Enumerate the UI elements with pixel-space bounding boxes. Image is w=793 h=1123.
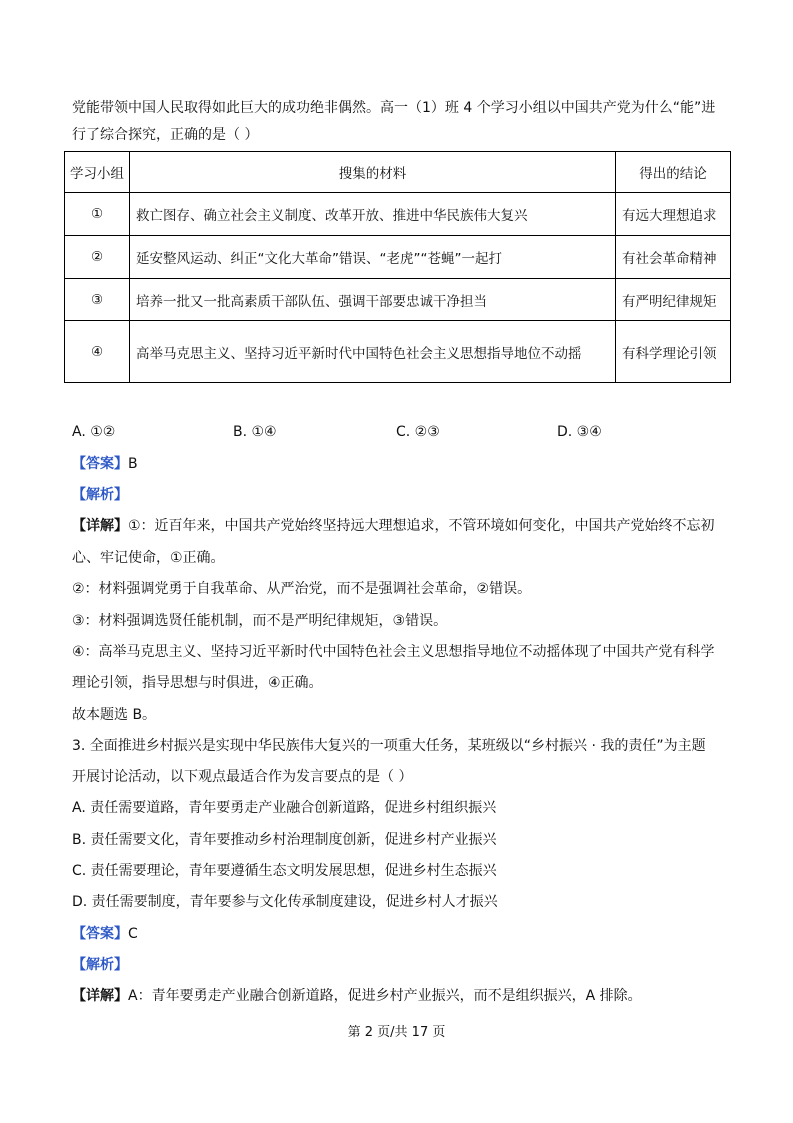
option-b: B. 责任需要文化，青年要推动乡村治理制度创新，促进乡村产业振兴 — [72, 832, 497, 848]
page-number: 第 2 页/共 17 页 — [347, 1025, 446, 1040]
row-group: ③ — [65, 279, 130, 321]
row-conclusion: 有科学理论引领 — [616, 321, 731, 383]
option-c: C. 责任需要理论，青年要遵循生态文明发展思想，促进乡村生态振兴 — [72, 863, 497, 879]
answer-line — [72, 923, 733, 945]
detail-line: ④：高举马克思主义、坚持习近平新时代中国特色社会主义思想指导地位不动摇体现了中国共产党有科学 — [72, 644, 715, 660]
header-group: 学习小组 — [65, 152, 130, 193]
row-group: ② — [65, 236, 130, 279]
detail-line — [72, 515, 733, 537]
answer-line — [72, 453, 733, 475]
row-group: ① — [65, 193, 130, 236]
analysis-line — [72, 484, 733, 506]
analysis-line — [72, 954, 733, 976]
answer-value: B — [128, 456, 138, 472]
table-header-row — [65, 152, 731, 193]
answer-tag: 【答案】 — [72, 926, 128, 942]
detail-tag: 【详解】 — [72, 988, 128, 1004]
row-material: 高举马克思主义、坚持习近平新时代中国特色社会主义思想指导地位不动摇 — [130, 321, 616, 383]
detail-line — [72, 985, 733, 1007]
detail-line: ②：材料强调党勇于自我革命、从严治党，而不是强调社会革命，②错误。 — [72, 581, 532, 597]
row-material: 培养一批又一批高素质干部队伍、强调干部要忠诚干净担当 — [130, 279, 616, 321]
detail-text: A：青年要勇走产业融合创新道路，促进乡村产业振兴，而不是组织振兴，A 排除。 — [128, 988, 642, 1004]
table-row — [65, 236, 731, 279]
study-group-table — [64, 151, 731, 383]
table-row — [65, 279, 731, 321]
question-stem-line: 党能带领中国人民取得如此巨大的成功绝非偶然。高一（1）班 4 个学习小组以中国共产党为什么“能”进 — [72, 100, 716, 116]
row-material: 延安整风运动、纠正“文化大革命”错误、“老虎”“苍蝇”一起打 — [130, 236, 616, 279]
analysis-tag: 【解析】 — [72, 487, 128, 503]
row-conclusion: 有远大理想追求 — [616, 193, 731, 236]
option-d: D. ③④ — [557, 424, 602, 440]
answer-tag: 【答案】 — [72, 456, 128, 472]
detail-text: ①：近百年来，中国共产党始终坚持远大理想追求，不管环境如何变化，中国共产党始终不忘初 — [128, 518, 715, 534]
row-conclusion: 有社会革命精神 — [616, 236, 731, 279]
table-row — [65, 321, 731, 383]
option-c: C. ②③ — [396, 424, 440, 440]
detail-line: 理论引领，指导思想与时俱进，④正确。 — [72, 675, 323, 691]
option-a: A. ①② — [72, 424, 116, 440]
option-a: A. 责任需要道路，青年要勇走产业融合创新道路，促进乡村组织振兴 — [72, 800, 497, 816]
detail-line: ③：材料强调选贤任能机制，而不是严明纪律规矩，③错误。 — [72, 613, 448, 629]
question-stem-line: 开展讨论活动，以下观点最适合作为发言要点的是（ ） — [72, 769, 413, 785]
option-b: B. ①④ — [233, 424, 277, 440]
header-material: 搜集的材料 — [130, 152, 616, 193]
analysis-tag: 【解析】 — [72, 957, 128, 973]
header-conclusion: 得出的结论 — [616, 152, 731, 193]
detail-line: 心、牢记使命，①正确。 — [72, 550, 225, 566]
question-stem-line: 3. 全面推进乡村振兴是实现中华民族伟大复兴的一项重大任务，某班级以“乡村振兴 · 我的责任”为主题 — [72, 738, 706, 754]
detail-tag: 【详解】 — [72, 518, 128, 534]
row-conclusion: 有严明纪律规矩 — [616, 279, 731, 321]
option-d: D. 责任需要制度，青年要参与文化传承制度建设，促进乡村人才振兴 — [72, 894, 498, 910]
row-group: ④ — [65, 321, 130, 383]
row-material: 救亡图存、确立社会主义制度、改革开放、推进中华民族伟大复兴 — [130, 193, 616, 236]
question-stem-line: 行了综合探究，正确的是（ ） — [72, 127, 259, 143]
conclusion-line: 故本题选 B。 — [72, 707, 157, 723]
table-row — [65, 193, 731, 236]
answer-value: C — [128, 926, 138, 942]
